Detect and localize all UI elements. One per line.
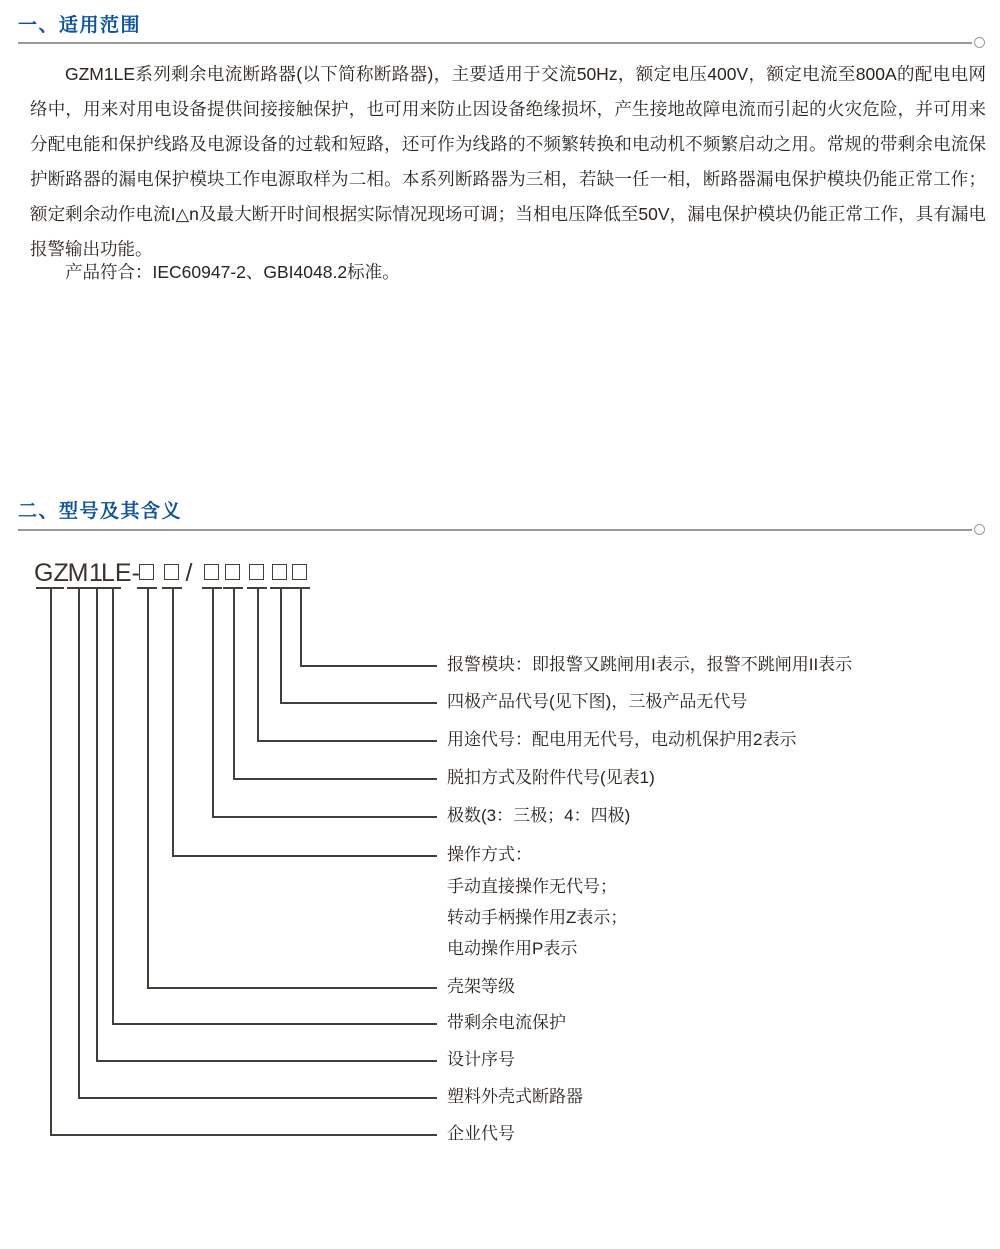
legend-design-serial: 设计序号	[447, 1050, 515, 1069]
section2-title: 二、型号及其含义	[18, 501, 183, 522]
legend-company-code: 企业代号	[447, 1124, 515, 1143]
section1-standards-line: 产品符合：IEC60947-2、GBI4048.2标准。	[65, 262, 400, 282]
legend-four-pole-code: 四极产品代号(见下图)，三极产品无代号	[447, 692, 748, 711]
connector-line	[172, 855, 437, 857]
connector-line	[96, 589, 98, 1061]
connector-line	[112, 1023, 437, 1025]
divider-end-circle-icon	[974, 524, 985, 535]
legend-usage-code: 用途代号：配电用无代号，电动机保护用2表示	[447, 730, 797, 749]
connector-line	[96, 1060, 437, 1062]
connector-line	[233, 778, 437, 780]
connector-line	[212, 589, 214, 817]
model-digit-box	[272, 564, 287, 580]
model-separator-slash: /	[185, 559, 193, 587]
legend-trip-mode-code: 脱扣方式及附件代号(见表1)	[447, 768, 655, 787]
connector-line	[147, 987, 437, 989]
legend-operation-handle: 转动手柄操作用Z表示；	[447, 908, 628, 927]
connector-line	[233, 589, 235, 779]
connector-line	[78, 1097, 437, 1099]
model-digit-box	[164, 564, 179, 580]
section1-divider	[18, 42, 972, 44]
legend-pole-number: 极数(3：三极；4：四极)	[447, 806, 631, 825]
connector-line	[257, 589, 259, 741]
connector-line	[257, 740, 437, 742]
connector-line	[212, 816, 437, 818]
connector-line	[147, 589, 149, 988]
legend-operation-manual: 手动直接操作无代号；	[447, 877, 617, 896]
model-digit-box	[249, 564, 264, 580]
connector-line	[50, 589, 52, 1135]
section1-title: 一、适用范围	[18, 15, 142, 36]
model-digit-box	[204, 564, 219, 580]
connector-line	[280, 589, 282, 703]
legend-frame-level: 壳架等级	[447, 977, 515, 996]
connector-line	[50, 1134, 437, 1136]
connector-line	[112, 589, 114, 1024]
connector-line	[300, 665, 437, 667]
divider-end-circle-icon	[974, 37, 985, 48]
model-part-le: LE-	[101, 559, 140, 587]
connector-line	[172, 589, 174, 856]
legend-residual-current: 带剩余电流保护	[447, 1013, 566, 1032]
legend-molded-case: 塑料外壳式断路器	[447, 1087, 583, 1106]
connector-line	[300, 589, 302, 666]
section2-divider	[18, 529, 972, 531]
legend-operation-motor: 电动操作用P表示	[447, 939, 578, 958]
model-digit-box	[225, 564, 240, 580]
model-part-m: M	[67, 559, 89, 587]
section1-paragraph: GZM1LE系列剩余电流断路器(以下简称断路器)，主要适用于交流50Hz，额定电压400V，额定电流至800A的配电电网络中，用来对用电设备提供间接接触保护，也可用来防止因设备绝缘损坏，产生接地故障电流而引起的火灾危险，并可用来分配电能和保护线路及电源设备的过载和短路，还可作为线路的不频繁转换和电动机不频繁启动之用。常规的带剩余电流保护断路器的漏电保护模块工作电源取样为二相。本系列断路器为三相，若缺一任一相，断路器漏电保护模块仍能正常工作；额定剩余动作电流I△n及最大断开时间根据实际情况现场可调；当相电压降低至50V，漏电保护模块仍能正常工作，具有漏电报警输出功能。	[30, 64, 986, 259]
model-part-company-code: GZ	[34, 559, 69, 587]
legend-alarm-module: 报警模块：即报警又跳闸用I表示，报警不跳闸用II表示	[447, 655, 853, 674]
connector-line	[280, 702, 437, 704]
connector-line	[78, 589, 80, 1098]
model-digit-box	[139, 564, 154, 580]
model-digit-box	[292, 564, 307, 580]
model-part-series-no: 1	[89, 559, 103, 587]
legend-operation-mode: 操作方式：	[447, 845, 532, 864]
